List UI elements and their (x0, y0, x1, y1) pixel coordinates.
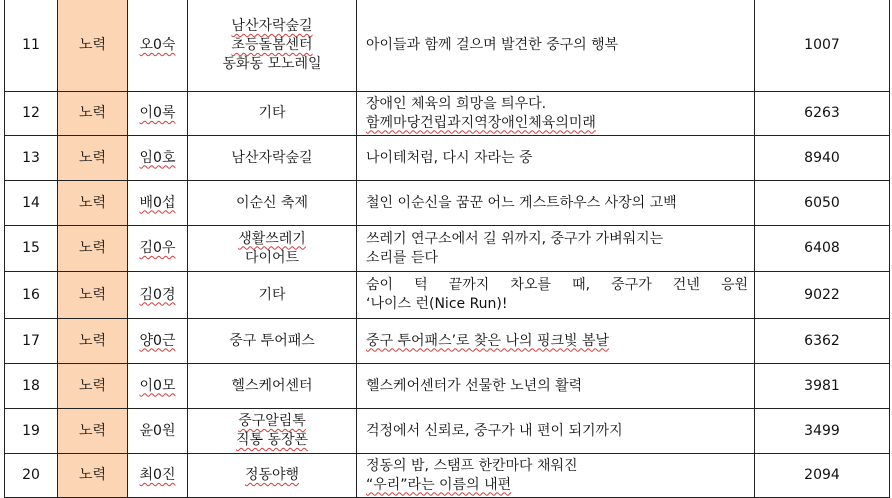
author-name: 임0호 (139, 149, 176, 166)
table-row (5, 136, 890, 181)
author-name: 양0근 (139, 332, 176, 349)
entry-value-cell (755, 272, 890, 319)
category-line: 직통 동장폰 (235, 432, 309, 448)
row-number-cell (5, 409, 58, 454)
category-line: 생활쓰레기 (238, 230, 306, 247)
award-type: 노력 (78, 422, 107, 439)
author-name-cell (128, 364, 188, 409)
entries-table-body (5, 0, 890, 498)
category-line: 헬스케어센터 (231, 377, 313, 394)
story-title-line: ‘나이스 런(Nice Run)! (366, 296, 508, 312)
story-title-cell (357, 181, 755, 226)
entry-value: 6050 (804, 194, 840, 211)
category-cell (188, 364, 357, 409)
author-name-cell (128, 181, 188, 226)
award-type: 노력 (78, 240, 107, 256)
author-name-cell (128, 409, 188, 454)
story-title-cell (357, 0, 755, 92)
author-name-cell (128, 0, 188, 92)
award-type-cell (58, 0, 128, 92)
award-type-cell (58, 136, 128, 181)
row-number: 18 (22, 377, 40, 394)
entry-value-cell (755, 364, 890, 409)
row-number-cell (5, 454, 58, 498)
award-type: 노력 (78, 286, 107, 303)
entry-value: 6263 (804, 105, 840, 121)
story-title-line: 장애인 체육의 희망을 틔우다. (366, 95, 547, 112)
category-line: 기타 (258, 286, 286, 303)
story-title-line: 철인 이순신을 꿈꾼 어느 게스트하우스 사장의 고백 (366, 194, 677, 211)
row-number-cell (5, 0, 58, 92)
category-line: 중구 투어패스 (229, 332, 315, 349)
category-cell (188, 0, 357, 92)
author-name: 윤0원 (139, 422, 176, 439)
author-name-cell (128, 226, 188, 272)
entry-value-cell (755, 409, 890, 454)
row-number: 14 (22, 194, 40, 211)
category-line: 중구알림톡 (238, 413, 306, 429)
entry-value-cell (755, 0, 890, 92)
award-type-cell (58, 226, 128, 272)
award-type-cell (58, 409, 128, 454)
award-type-cell (58, 272, 128, 319)
row-number-cell (5, 181, 58, 226)
entry-value: 3499 (804, 422, 840, 439)
row-number: 13 (22, 149, 40, 166)
story-title-line: 쓰레기 연구소에서 길 위까지, 중구가 가벼워지는 (366, 230, 664, 247)
story-title-line: 나이테처럼, 다시 자라는 중 (366, 149, 533, 166)
category-line: 기타 (258, 105, 286, 121)
row-number-cell (5, 136, 58, 181)
row-number: 11 (22, 37, 40, 53)
category-line: 다이어트 (244, 249, 300, 266)
category-cell (188, 409, 357, 454)
entry-value: 9022 (804, 286, 840, 303)
row-number: 19 (22, 422, 40, 439)
story-title-line: 아이들과 함께 걸으며 발견한 중구의 행복 (366, 37, 619, 53)
category-cell (188, 454, 357, 498)
category-line: 정동야행 (244, 467, 300, 483)
story-title-line: 중구 투어패스’로 찾은 나의 핑크빛 봄날 (366, 332, 610, 349)
category-line: 동화동 모노레일 (222, 56, 322, 72)
award-type-cell (58, 181, 128, 226)
entry-value-cell (755, 136, 890, 181)
table-row (5, 0, 890, 92)
author-name-cell (128, 272, 188, 319)
row-number-cell (5, 364, 58, 409)
story-title-line: 숨이 턱 끝까지 차오를 때, 중구가 건넨 응원 (366, 277, 748, 293)
author-name: 김0우 (139, 240, 176, 256)
author-name: 배0섭 (139, 194, 176, 211)
table-row (5, 272, 890, 319)
author-name: 최0진 (139, 467, 176, 483)
entry-value: 1007 (804, 37, 840, 53)
author-name-cell (128, 92, 188, 136)
author-name: 오0숙 (139, 37, 176, 53)
author-name-cell (128, 136, 188, 181)
entries-table (4, 0, 890, 498)
author-name-cell (128, 454, 188, 498)
row-number: 16 (22, 286, 40, 303)
story-title-cell (357, 454, 755, 498)
story-title-line: 함께마당건립과지역장애인체육의미래 (366, 114, 596, 131)
row-number: 15 (22, 240, 40, 256)
entry-value-cell (755, 92, 890, 136)
table-row (5, 364, 890, 409)
row-number-cell (5, 319, 58, 364)
entry-value: 6362 (804, 332, 840, 349)
row-number: 12 (22, 105, 40, 121)
award-type-cell (58, 364, 128, 409)
category-cell (188, 319, 357, 364)
story-title-cell (357, 226, 755, 272)
row-number: 20 (22, 467, 40, 483)
category-line: 남산자락숲길 (231, 149, 313, 166)
category-cell (188, 136, 357, 181)
award-type-cell (58, 92, 128, 136)
story-title-line: “우리”라는 이름의 내편 (366, 476, 512, 493)
award-type-cell (58, 454, 128, 498)
award-type-cell (58, 319, 128, 364)
author-name-cell (128, 319, 188, 364)
entry-value: 3981 (804, 377, 840, 394)
table-row (5, 409, 890, 454)
row-number-cell (5, 92, 58, 136)
author-name: 김0경 (139, 286, 176, 303)
author-name: 이0록 (139, 105, 176, 121)
category-line: 이순신 축제 (235, 194, 309, 211)
row-number-cell (5, 226, 58, 272)
entry-value-cell (755, 226, 890, 272)
entry-value: 6408 (804, 240, 840, 256)
story-title-line: 정동의 밤, 스탬프 한칸마다 채워진 (366, 457, 578, 474)
award-type: 노력 (78, 37, 107, 53)
table-row (5, 181, 890, 226)
story-title-cell (357, 319, 755, 364)
entry-value-cell (755, 319, 890, 364)
category-cell (188, 181, 357, 226)
story-title-cell (357, 364, 755, 409)
story-title-cell (357, 272, 755, 319)
entry-value: 8940 (804, 149, 840, 166)
story-title-cell (357, 92, 755, 136)
story-title-line: 소리를 듣다 (366, 249, 439, 266)
entry-value: 2094 (804, 467, 840, 483)
table-row (5, 226, 890, 272)
row-number: 17 (22, 332, 40, 349)
entry-value-cell (755, 181, 890, 226)
award-type: 노력 (78, 194, 107, 211)
award-type: 노력 (78, 149, 107, 166)
row-number-cell (5, 272, 58, 319)
category-cell (188, 92, 357, 136)
table-row (5, 454, 890, 498)
award-type: 노력 (78, 377, 107, 394)
category-cell (188, 272, 357, 319)
story-title-cell (357, 409, 755, 454)
category-line: 남산자락숲길 (231, 18, 313, 34)
category-cell (188, 226, 357, 272)
category-line: 초등돌봄센터 (231, 37, 313, 53)
entry-value-cell (755, 454, 890, 498)
table-row (5, 92, 890, 136)
story-title-line: 헬스케어센터가 선물한 노년의 활력 (366, 377, 583, 394)
award-type: 노력 (78, 332, 107, 349)
award-type: 노력 (78, 105, 107, 121)
story-title-cell (357, 136, 755, 181)
table-row (5, 319, 890, 364)
story-title-line: 걱정에서 신뢰로, 중구가 내 편이 되기까지 (366, 422, 623, 439)
author-name: 이0모 (139, 377, 176, 394)
award-type: 노력 (78, 467, 107, 483)
